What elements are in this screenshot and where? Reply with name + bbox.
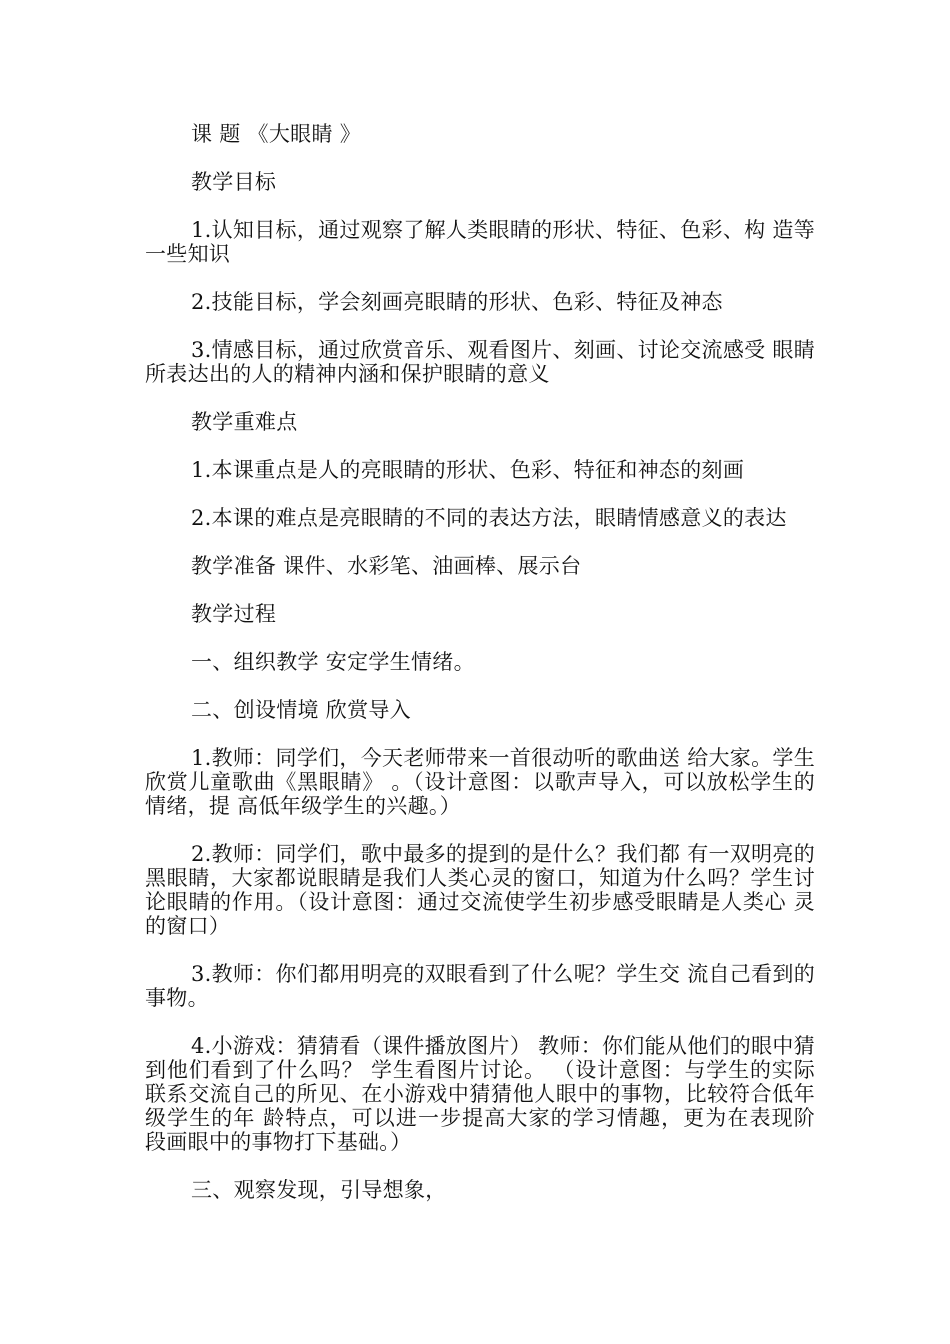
process-item-2: 2.教师：同学们，歌中最多的提到的是什么？我们都 有一双明亮的黑眼睛，大家都说眼睛是我们人类心灵的窗口，知道为什么吗？学生讨论眼睛的作用。（设计意图：通过交流使学生初步感受眼睛是人类心 灵的窗口） — [145, 842, 816, 938]
process-item-4: 4.小游戏：猜猜看（课件播放图片） 教师：你们能从他们的眼中猜到他们看到了什么吗？ 学生看图片讨论。 （设计意图：与学生的实际联系交流自己的所见、在小游戏中猜猜他人眼中的事物，比较符合低年级学生的年 龄特点，可以进一步提高大家的学习情趣，更为在表现阶 段画眼中的事物打下基础。） — [145, 1034, 816, 1154]
objective-skill: 2.技能目标，学会刻画亮眼睛的形状、色彩、特征及神态 — [191, 290, 723, 314]
section-heading-objectives: 教学目标 — [191, 170, 277, 194]
teaching-preparation: 教学准备 课件、水彩笔、油画棒、展示台 — [191, 554, 582, 578]
section-heading-key-points: 教学重难点 — [191, 410, 298, 434]
objective-cognitive: 1.认知目标，通过观察了解人类眼睛的形状、特征、色彩、构 造等一些知识 — [145, 218, 816, 266]
lesson-title: 课 题 《大眼睛 》 — [191, 122, 362, 146]
process-item-1: 1.教师：同学们，今天老师带来一首很动听的歌曲送 给大家。学生欣赏儿童歌曲《黑眼睛》 。（设计意图：以歌声导入，可以放松学生的情绪，提 高低年级学生的兴趣。） — [145, 746, 816, 818]
key-point: 1.本课重点是人的亮眼睛的形状、色彩、特征和神态的刻画 — [191, 458, 745, 482]
difficult-point: 2.本课的难点是亮眼睛的不同的表达方法，眼睛情感意义的表达 — [191, 506, 787, 530]
objective-emotional: 3.情感目标，通过欣赏音乐、观看图片、刻画、讨论交流感受 眼睛所表达出的人的精神内涵和保护眼睛的意义 — [145, 338, 816, 386]
document-page — [145, 122, 815, 1226]
process-item-3: 3.教师：你们都用明亮的双眼看到了什么呢？学生交 流自己看到的事物。 — [145, 962, 816, 1010]
process-step-3: 三、观察发现，引导想象， — [191, 1178, 447, 1202]
section-heading-process: 教学过程 — [191, 602, 277, 626]
process-step-1: 一、组织教学 安定学生情绪。 — [191, 650, 475, 674]
process-step-2: 二、创设情境 欣赏导入 — [191, 698, 411, 722]
